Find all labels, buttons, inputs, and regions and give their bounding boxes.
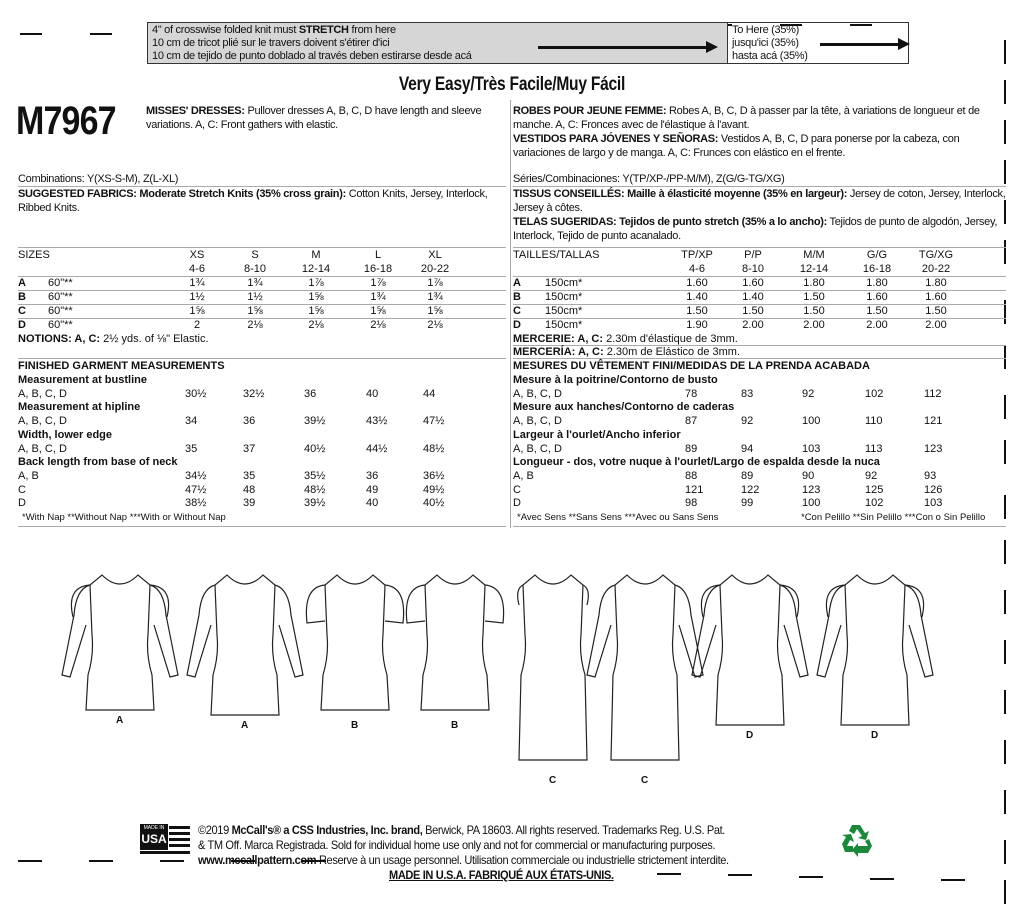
cell: 1.50 (686, 305, 708, 317)
cell: 90 (802, 469, 815, 482)
cell: C (18, 305, 26, 317)
cell: 2.00 (803, 319, 825, 331)
cell: 100 (802, 497, 821, 510)
measurement-title: Back length from base of neck (18, 456, 178, 469)
cell: 2.00 (925, 319, 947, 331)
cell: 89 (741, 469, 754, 482)
cell: S (251, 249, 259, 261)
description-en: MISSES' DRESSES: Pullover dresses A, B, C, D have length and sleeve variations. A, C: Front gathers with elastic. (146, 105, 482, 131)
measurement-title: Mesure aux hanches/Contorno de caderas (513, 401, 735, 414)
cell: A (18, 277, 26, 289)
cell: 44½ (366, 442, 388, 455)
cut-dash (89, 860, 113, 862)
cut-dash (728, 874, 752, 876)
cell: 39½ (304, 415, 326, 428)
cut-dash (90, 33, 112, 35)
view-label: A (241, 720, 249, 731)
cell: 92 (865, 469, 878, 482)
cell: 1½ (247, 291, 263, 303)
cell: 150cm* (545, 319, 583, 331)
cell: D (513, 319, 521, 331)
cell: 1¾ (189, 277, 205, 289)
cut-dash (799, 876, 823, 878)
cut-dash (1004, 395, 1006, 419)
cell: M/M (803, 249, 825, 261)
cell: 35½ (304, 469, 326, 482)
measurement-title: Measurement at bustline (18, 374, 147, 386)
cut-dash (1004, 495, 1006, 519)
cell: 30½ (185, 387, 207, 400)
cell: B (18, 291, 26, 303)
cut-dash (1004, 345, 1006, 369)
cell: 1.50 (742, 305, 764, 317)
cell: 1.50 (866, 305, 888, 317)
cell: 87 (685, 415, 698, 428)
cell: A, B, C, D (18, 387, 67, 400)
cell: A, B (513, 469, 534, 482)
cell: 2.00 (742, 319, 764, 331)
cell: 1.60 (866, 291, 888, 303)
cell: 44 (423, 387, 436, 400)
cell: G/G (866, 249, 888, 261)
cell: 92 (802, 387, 815, 400)
cell: 1.50 (803, 291, 825, 303)
cell: A, B, C, D (18, 442, 67, 455)
cell: 1⅞ (427, 277, 443, 289)
column-divider (510, 100, 511, 528)
badge-text: MADE IN (143, 825, 165, 831)
cell: 34 (185, 415, 198, 428)
cell: 48½ (423, 442, 445, 455)
cell: 20-22 (420, 263, 450, 275)
cell: 123 (924, 442, 943, 455)
dress-view-C (587, 575, 703, 760)
cell: 2 (193, 319, 201, 331)
cell: A (513, 277, 521, 289)
notions-es: MERCERÍA: A, C: 2.30m de Elástico de 3mm. (513, 346, 740, 358)
cut-dash (1004, 440, 1006, 464)
cell: 47½ (185, 483, 207, 496)
measurement-title: Width, lower edge (18, 428, 113, 441)
cell: 48 (243, 483, 256, 496)
cell: 37 (243, 442, 256, 455)
fabrics-en: SUGGESTED FABRICS: Moderate Stretch Knits (35% cross grain): Cotton Knits, Jersey, Interlock, Ribbed Knits. (18, 188, 488, 214)
cell: 98 (685, 497, 698, 510)
fabrics-fr: TISSUS CONSEILLÉS: Maille à élasticité moyenne (35% en largeur): Jersey de coton, Jersey, Interlock, Jersey à côtes. TELAS SUGERIDAS: Tejidos de punto stretch (35% a lo ancho): Tejidos de punto de algodón, Jersey, Interlock, Tejido de punto acanalado. (513, 188, 1006, 242)
cell: 36 (243, 415, 256, 428)
divider (513, 526, 1006, 527)
cell: 1⅝ (370, 305, 386, 317)
cell: 8-10 (243, 263, 267, 275)
cell: 39 (243, 497, 256, 510)
cell: 150cm* (545, 277, 583, 289)
gauge-text-stretch: STRETCH (298, 24, 349, 36)
measurement-title: Largeur à l'ourlet/Ancho inferior (513, 428, 681, 441)
cell: 1⅝ (247, 305, 263, 317)
dress-view-D (692, 575, 808, 725)
cell: 4-6 (689, 263, 705, 275)
cell: 78 (685, 387, 698, 400)
cell: 35 (243, 469, 256, 482)
cut-dash (1004, 880, 1006, 904)
cell: 40 (366, 387, 379, 400)
dress-view-B (306, 575, 403, 710)
cell: 32½ (243, 387, 265, 400)
cell: 1.40 (742, 291, 764, 303)
cell: 40½ (304, 442, 326, 455)
cell: 40½ (423, 497, 445, 510)
cell: 1¾ (247, 277, 263, 289)
made-in-usa-badge (140, 824, 190, 854)
cell: 12-14 (799, 263, 829, 275)
cell: 12-14 (301, 263, 331, 275)
cell: TG/XG (918, 249, 954, 261)
cell: 1.80 (866, 277, 888, 289)
gauge-text-fr: 10 cm de tricot plié sur le travers doivent s'étirer d'ici (152, 37, 390, 49)
cell: 36 (304, 387, 317, 400)
cell: D (18, 497, 26, 510)
copyright-line: ©2019 McCall's® a CSS Industries, Inc. brand, Berwick, PA 18603. All rights reserved. Trademarks Reg. U.S. Pat. (198, 823, 726, 837)
cell: 1.80 (925, 277, 947, 289)
cell: 1⅝ (308, 305, 324, 317)
cell: 93 (924, 469, 937, 482)
cell: 1¾ (427, 291, 443, 303)
cell: 2⅛ (247, 319, 263, 331)
cell: 60"** (48, 291, 73, 303)
stretch-gauge-to (728, 23, 908, 63)
cell: 1¾ (370, 291, 386, 303)
cell: 92 (741, 415, 754, 428)
cell: 2.00 (866, 319, 888, 331)
cut-dash (1004, 160, 1006, 184)
pattern-number: M7967 (16, 99, 116, 143)
cell: 39½ (304, 497, 326, 510)
cell: A, B (18, 469, 39, 482)
cut-dash (18, 860, 42, 862)
finished-measurements-title: FINISHED GARMENT MEASUREMENTS (18, 360, 225, 372)
cell: D (513, 497, 521, 510)
cell: 16-18 (862, 263, 892, 275)
cell: 112 (924, 387, 942, 400)
cut-dash (160, 860, 184, 862)
recycle-icon (838, 822, 874, 858)
gauge-to-fr: jusqu'ici (35%) (732, 37, 799, 49)
website-line: www.mccallpattern.com Reserve à un usage personnel. Utilisation commerciale ou industrielle strictement interdite. (198, 853, 729, 867)
view-label: C (549, 775, 557, 786)
dress-illustrations (0, 560, 1024, 800)
view-label: A (116, 715, 124, 726)
cell: SIZES (18, 249, 50, 261)
cell: TAILLES/TALLAS (513, 249, 600, 261)
cell: 1.50 (925, 305, 947, 317)
cell: M (311, 249, 321, 261)
cell: 34½ (185, 469, 207, 482)
cell: 1.60 (742, 277, 764, 289)
cell: 47½ (423, 415, 445, 428)
cell: 88 (685, 469, 698, 482)
cut-dash (20, 33, 42, 35)
cell: A, B, C, D (18, 415, 67, 428)
gauge-text-en-post: from here (348, 24, 396, 36)
cut-dash (1004, 40, 1006, 64)
view-label: D (871, 730, 879, 741)
cell: 150cm* (545, 291, 583, 303)
usage-line: & TM Off. Marca Registrada. Sold for individual home use only and not for commercial or manufacturing purposes. (198, 838, 716, 852)
website-link[interactable]: www.mccallpattern.com (198, 853, 317, 867)
arrow-right-icon (538, 46, 708, 49)
cell: 121 (924, 415, 943, 428)
description-fr: ROBES POUR JEUNE FEMME: Robes A, B, C, D à passer par la tête, à variations de longueur et de manche. A, C: Fronces avec de l'élastique à l'avant. VESTIDOS PARA JÓVENES Y SEÑORAS: Vestidos A, B, C, D para ponerse por la cabeza, con variaciones de largo y de manga. A, C: Frunces con elástico en el frente. (513, 105, 980, 159)
measurement-title: Measurement at hipline (18, 401, 141, 414)
cell: XS (189, 249, 205, 261)
footnote: *Avec Sens **Sans Sens ***Avec ou Sans Sens (517, 512, 719, 523)
cell: 150cm* (545, 305, 583, 317)
cell: 122 (741, 483, 760, 496)
cell: 20-22 (921, 263, 951, 275)
cell: 102 (865, 497, 884, 510)
combinations-fr: Séries/Combinaciones: Y(TP/XP-/PP-M/M), Z(G/G-TG/XG) (513, 173, 785, 185)
cell: 1.90 (686, 319, 708, 331)
cell: 103 (802, 442, 821, 455)
cell: 2⅛ (427, 319, 443, 331)
gauge-text-es: 10 cm de tejido de punto doblado al través deben estirarse desde acá (152, 50, 472, 62)
cell: 100 (802, 415, 821, 428)
cell: 1.50 (803, 305, 825, 317)
cell: 2⅛ (370, 319, 386, 331)
dress-view-A (187, 575, 303, 715)
cell: A, B, C, D (513, 387, 562, 400)
notions: MERCERIE: A, C: 2.30m d'élastique de 3mm. (513, 333, 738, 345)
stretch-gauge-from (148, 23, 728, 63)
cell: 36½ (423, 469, 445, 482)
view-label: D (746, 730, 754, 741)
dress-view-C (518, 575, 589, 760)
cell: 125 (865, 483, 884, 496)
gauge-text-en: 4" of crosswise folded knit must (152, 24, 299, 36)
cell: TP/XP (681, 249, 713, 261)
cell: P/P (744, 249, 762, 261)
cell: 38½ (185, 497, 207, 510)
finished-measurements-title: MESURES DU VÊTEMENT FINI/MEDIDAS DE LA PRENDA ACABADA (513, 360, 870, 372)
cell: 1.80 (803, 277, 825, 289)
cell: C (513, 305, 521, 317)
notions: NOTIONS: A, C: 2½ yds. of ⅛" Elastic. (18, 333, 209, 345)
cell: 40 (366, 497, 379, 510)
stretch-gauge (147, 22, 909, 64)
cell: C (18, 483, 26, 496)
gauge-to-es: hasta acá (35%) (732, 50, 808, 62)
measurement-title: Longueur - dos, votre nuque à l'ourlet/Largo de espalda desde la nuca (513, 456, 880, 469)
cell: 103 (924, 497, 943, 510)
cell: 102 (865, 387, 884, 400)
cell: C (513, 483, 521, 496)
cell: D (18, 319, 26, 331)
cell: 113 (865, 442, 883, 455)
cell: 83 (741, 387, 754, 400)
badge-text: USA (141, 832, 167, 846)
cell: 1½ (189, 291, 205, 303)
dress-view-D (817, 575, 933, 725)
cell: 16-18 (363, 263, 393, 275)
cell: 123 (802, 483, 821, 496)
cell: 1⅞ (370, 277, 386, 289)
cut-dash (941, 879, 965, 881)
view-label: B (451, 720, 459, 731)
cut-dash (1004, 240, 1006, 264)
cut-dash (870, 878, 894, 880)
cell: 126 (924, 483, 943, 496)
combinations-en: Combinations: Y(XS-S-M), Z(L-XL) (18, 173, 179, 185)
footnote: *With Nap **Without Nap ***With or Without Nap (22, 512, 226, 523)
cell: 89 (685, 442, 698, 455)
cell: 43½ (366, 415, 388, 428)
cell: 94 (741, 442, 754, 455)
cell: 110 (865, 415, 883, 428)
cell: 1⅝ (189, 305, 205, 317)
view-label: B (351, 720, 359, 731)
cell: 4-6 (189, 263, 205, 275)
cell: 99 (741, 497, 754, 510)
cell: 1.40 (686, 291, 708, 303)
cell: A, B, C, D (513, 415, 562, 428)
cell: 49½ (423, 483, 445, 496)
measurement-title: Mesure à la poitrine/Contorno de busto (513, 374, 718, 386)
cell: 121 (685, 483, 704, 496)
gauge-to-en: To Here (35%) (732, 24, 800, 36)
cell: 1.60 (686, 277, 708, 289)
cell: 49 (366, 483, 379, 496)
cell: XL (428, 249, 442, 261)
cell: 1.60 (925, 291, 947, 303)
cut-dash (1004, 80, 1006, 104)
cell: 36 (366, 469, 379, 482)
cell: 2⅛ (308, 319, 324, 331)
cell: 60"** (48, 277, 73, 289)
cell: 1⅝ (427, 305, 443, 317)
cell: 60"** (48, 319, 73, 331)
arrow-right-icon (820, 43, 900, 46)
view-label: C (641, 775, 649, 786)
difficulty-title: Very Easy/Très Facile/Muy Fácil (398, 74, 626, 95)
cell: 35 (185, 442, 198, 455)
cell: 1⅞ (308, 277, 324, 289)
footnote-es: *Con Pelillo **Sin Pelillo ***Con o Sin Pelillo (801, 512, 986, 523)
dress-view-B (406, 575, 503, 710)
cell: A, B, C, D (513, 442, 562, 455)
dress-view-A (62, 575, 178, 710)
divider (18, 526, 506, 527)
cut-dash (657, 873, 681, 875)
cell: 60"** (48, 305, 73, 317)
made-in-usa-text: MADE IN U.S.A. FABRIQUÉ AUX ÉTATS-UNIS. (389, 868, 614, 882)
cell: B (513, 291, 521, 303)
cut-dash (1004, 840, 1006, 864)
cell: 48½ (304, 483, 326, 496)
cell: 1⅝ (308, 291, 324, 303)
cell: 8-10 (741, 263, 765, 275)
cell: L (374, 249, 382, 261)
